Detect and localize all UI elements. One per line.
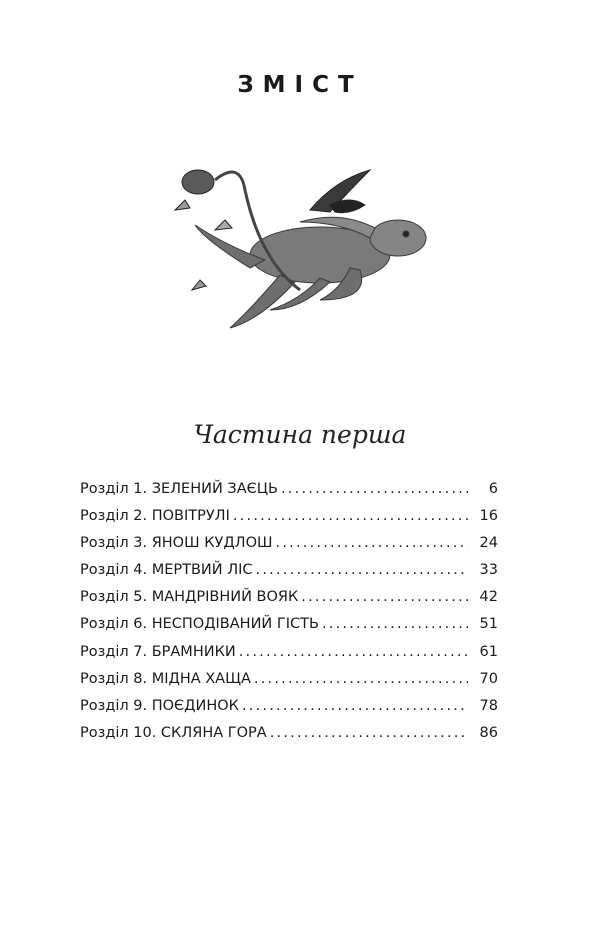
- table-of-contents: [80, 478, 498, 749]
- page-number: 70: [479, 670, 498, 687]
- dot-leader: [301, 586, 468, 608]
- chapter-title: Розділ 4. МЕРТВИЙ ЛІС: [80, 562, 253, 579]
- hare-illustration: [170, 150, 440, 350]
- chapter-title: Розділ 6. НЕСПОДІВАНИЙ ГІСТЬ: [80, 616, 319, 633]
- toc-entry: [80, 695, 498, 722]
- page-title: ЗМІСТ: [237, 72, 363, 98]
- dot-leader: [256, 559, 468, 581]
- page-number: 6: [488, 481, 498, 497]
- dot-leader: [242, 695, 468, 717]
- toc-entry: [80, 668, 498, 695]
- toc-entry: [80, 722, 498, 749]
- page-number: 61: [479, 643, 498, 660]
- page-number: 86: [479, 724, 498, 741]
- chapter-title: Розділ 1. ЗЕЛЕНИЙ ЗАЄЦЬ: [80, 481, 278, 497]
- chapter-title: Розділ 2. ПОВІТРУЛІ: [80, 508, 230, 525]
- chapter-title: Розділ 3. ЯНОШ КУДЛОШ: [80, 535, 273, 552]
- toc-entry: [80, 532, 498, 559]
- part-title: Частина перша: [193, 420, 407, 449]
- chapter-title: Розділ 8. МІДНА ХАЩА: [80, 670, 251, 687]
- chapter-title: Розділ 7. БРАМНИКИ: [80, 643, 236, 660]
- page-number: 24: [479, 535, 498, 552]
- dot-leader: [270, 722, 468, 744]
- page-number: 51: [479, 616, 498, 633]
- page-number: 33: [479, 562, 498, 579]
- dot-leader: [239, 641, 468, 663]
- chapter-title: Розділ 9. ПОЄДИНОК: [80, 697, 239, 714]
- toc-entry: [80, 478, 498, 505]
- toc-entry: [80, 641, 498, 668]
- toc-entry: [80, 613, 498, 640]
- page-number: 42: [479, 589, 498, 606]
- dot-leader: [281, 478, 468, 500]
- chapter-title: Розділ 10. СКЛЯНА ГОРА: [80, 724, 267, 741]
- chapter-title: Розділ 5. МАНДРІВНИЙ ВОЯК: [80, 589, 299, 606]
- page-number: 78: [479, 697, 498, 714]
- toc-entry: [80, 505, 498, 532]
- toc-entry: [80, 586, 498, 613]
- dot-leader: [276, 532, 469, 554]
- dot-leader: [322, 613, 468, 635]
- dot-leader: [233, 505, 468, 527]
- dot-leader: [254, 668, 468, 690]
- toc-entry: [80, 559, 498, 586]
- page-number: 16: [479, 508, 498, 525]
